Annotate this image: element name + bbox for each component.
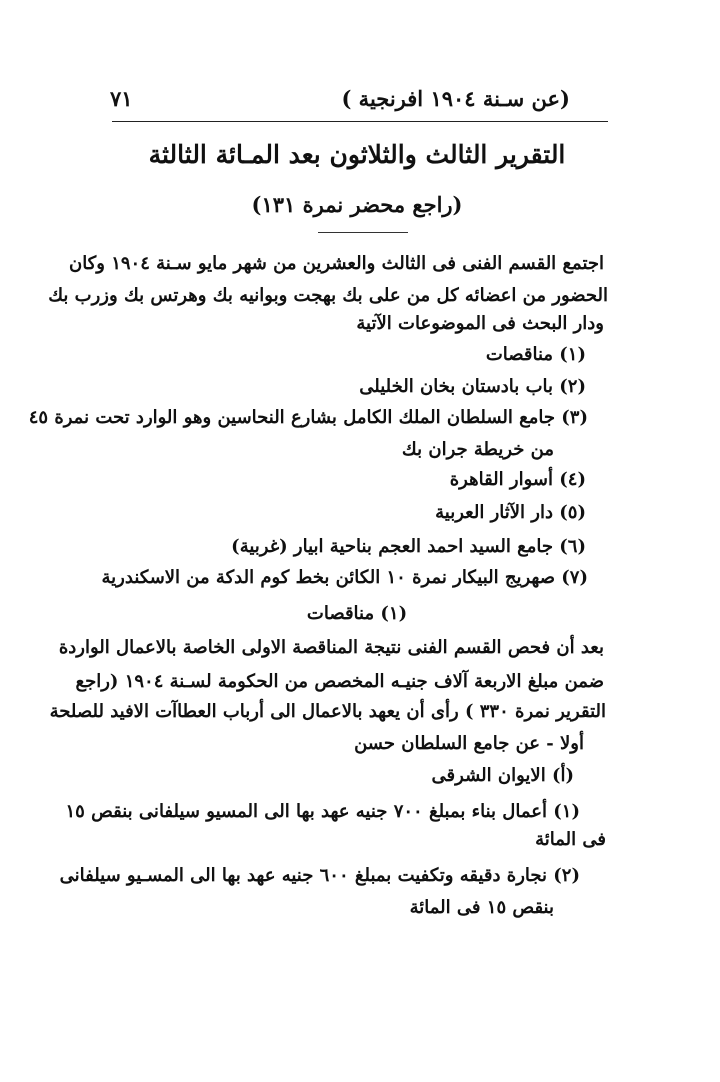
budget-item-continuation: بنقص ١٥ فى المائة	[409, 897, 554, 918]
body-line: بعد أن فحص القسم الفنى نتيجة المناقصة الاولى الخاصة بالاعمال الواردة	[58, 637, 604, 658]
report-subtitle: (راجع محضر نمرة ١٣١)	[251, 192, 463, 217]
running-head: (عن سـنة ١٩٠٤ افرنجية )	[341, 86, 570, 111]
body-line: التقرير نمرة ٣٣٠ ) رأى أن يعهد بالاعمال الى أرباب العطاآت الافيد للصلحة	[49, 701, 606, 722]
topic-item: (٥) دار الآثار العربية	[435, 502, 586, 523]
topic-item: (٦) جامع السيد احمد العجم بناحية ابيار (غربية)	[231, 536, 586, 557]
section-heading: (١) مناقصات	[306, 603, 408, 624]
title-rule	[318, 232, 408, 233]
intro-line: الحضور من اعضائه كل من على بك بهجت وبوانيه بك وهرتس بك وزرب بك	[48, 285, 608, 306]
page-header	[110, 86, 604, 116]
sub-sub-heading: (أ) الايوان الشرقى	[431, 765, 574, 786]
intro-line: ودار البحث فى الموضوعات الآتية	[356, 313, 604, 334]
topic-item: (٤) أسوار القاهرة	[449, 469, 586, 490]
header-rule	[112, 121, 608, 122]
report-title: التقرير الثالث والثلاثون بعد المـائة الثالثة	[148, 140, 566, 169]
topic-item: (٢) باب بادستان بخان الخليلى	[359, 376, 586, 397]
body-line: ضمن مبلغ الاربعة آلاف جنيـه المخصص من الحكومة لسـنة ١٩٠٤ (راجع	[75, 671, 604, 692]
budget-item-continuation: فى المائة	[535, 829, 606, 850]
sub-heading: أولا - عن جامع السلطان حسن	[354, 733, 584, 754]
budget-item: (٢) نجارة دقيقه وتكفيت بمبلغ ٦٠٠ جنيه عهد بها الى المسـيو سيلفانى	[59, 865, 580, 886]
budget-item: (١) أعمال بناء بمبلغ ٧٠٠ جنيه عهد بها الى المسيو سيلفانى بنقص ١٥	[65, 801, 580, 822]
topic-item: (١) مناقصات	[485, 344, 586, 365]
topic-item: (٣) جامع السلطان الملك الكامل بشارع النحاسين وهو الوارد تحت نمرة ٤٥	[28, 407, 588, 428]
page-number: ٧١	[110, 86, 133, 111]
topic-item: (٧) صهريج البيكار نمرة ١٠ الكائن بخط كوم الدكة من الاسكندرية	[101, 567, 588, 588]
topic-item-continuation: من خريطة جران بك	[401, 439, 554, 460]
intro-line: اجتمع القسم الفنى فى الثالث والعشرين من شهر مايو سـنة ١٩٠٤ وكان	[68, 253, 604, 274]
